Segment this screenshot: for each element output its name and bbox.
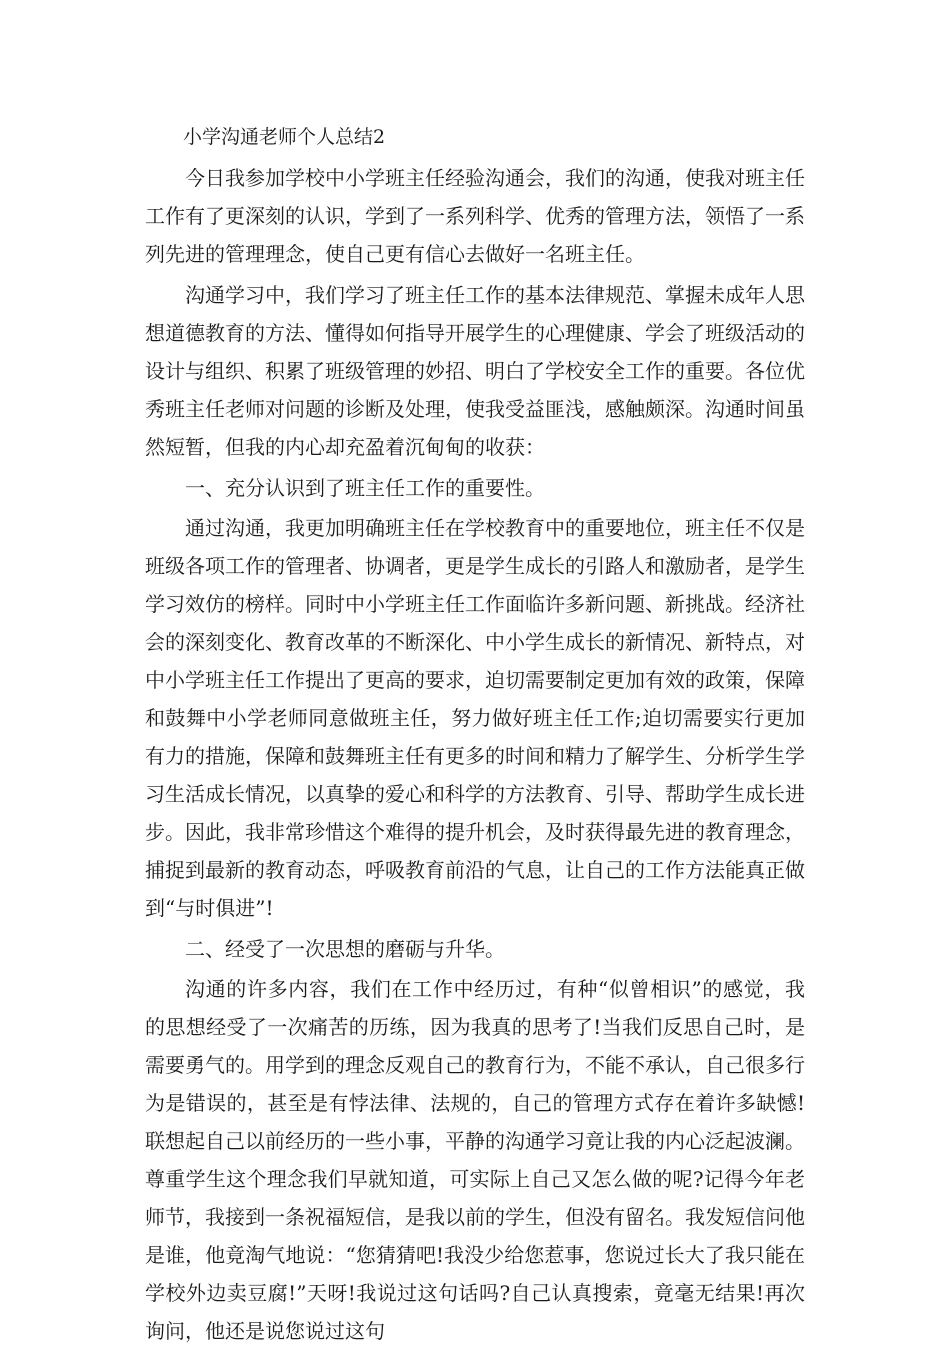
paragraph-2: 沟通学习中，我们学习了班主任工作的基本法律规范、掌握未成年人思想道德教育的方法、懂得如何指导开展学生的心理健康、学会了班级活动的设计与组织、积累了班级管理的妙招、明白了学校安全工作的重要。各位优秀班主任老师对问题的诊断及处理，使我受益匪浅，感触颇深。沟通时间虽然短暂，但我的内心却充盈着沉甸甸的收获： <box>145 283 805 459</box>
paragraph-3: 通过沟通，我更加明确班主任在学校教育中的重要地位，班主任不仅是班级各项工作的管理者、协调者，更是学生成长的引路人和激励者，是学生学习效仿的榜样。同时中小学班主任工作面临许多新问题、新挑战。经济社会的深刻变化、教育改革的不断深化、中小学生成长的新情况、新特点，对中小学班主任工作提出了更高的要求，迫切需要制定更加有效的政策，保障和鼓舞中小学老师同意做班主任，努力做好班主任工作;迫切需要实行更加有力的措施，保障和鼓舞班主任有更多的时间和精力了解学生、分析学生学习生活成长情况，以真挚的爱心和科学的方法教育、引导、帮助学生成长进步。因此，我非常珍惜这个难得的提升机会，及时获得最先进的教育理念，捕捉到最新的教育动态，呼吸教育前沿的气息，让自己的工作方法能真正做到“与时俱进”! <box>145 516 805 920</box>
document-title: 小学沟通老师个人总结2 <box>183 126 386 148</box>
document-body <box>145 118 805 1353</box>
section-heading-2: 二、经受了一次思想的磨砺与升华。 <box>185 937 505 961</box>
section-heading-1: 一、充分认识到了班主任工作的重要性。 <box>185 476 545 500</box>
paragraph-4: 沟通的许多内容，我们在工作中经历过，有种“似曾相识”的感觉，我的思想经受了一次痛苦的历练，因为我真的思考了!当我们反思自己时，是需要勇气的。用学到的理念反观自己的教育行为，不能不承认，自己很多行为是错误的，甚至是有悖法律、法规的，自己的管理方式存在着许多缺憾!联想起自己以前经历的一些小事，平静的沟通学习竟让我的内心泛起波澜。尊重学生这个理念我们早就知道，可实际上自己又怎么做的呢?记得今年老师节，我接到一条祝福短信，是我以前的学生，但没有留名。我发短信问他是谁，他竟淘气地说：“您猜猜吧!我没少给您惹事，您说过长大了我只能在学校外边卖豆腐!”天呀!我说过这句话吗?自己认真搜索，竟毫无结果!再次询问，他还是说您说过这句 <box>145 977 805 1343</box>
paragraph-1: 今日我参加学校中小学班主任经验沟通会，我们的沟通，使我对班主任工作有了更深刻的认识，学到了一系列科学、优秀的管理方法，领悟了一系列先进的管理理念，使自己更有信心去做好一名班主任。 <box>145 166 805 266</box>
